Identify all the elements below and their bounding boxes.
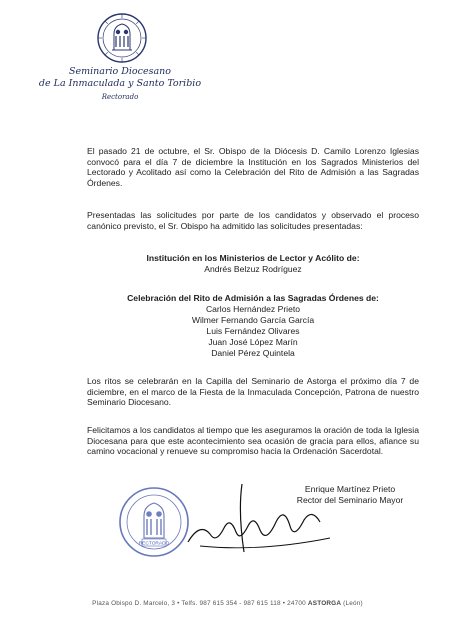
seminary-seal-icon <box>96 12 148 64</box>
list-item: Luis Fernández Olivares <box>206 326 300 336</box>
list-item: Carlos Hernández Prieto <box>205 304 301 314</box>
footer-region: (León) <box>343 600 363 607</box>
letterhead-line1: Seminario Diocesano <box>69 66 171 77</box>
signature-block <box>270 484 430 506</box>
letterhead-line2: de La Inmaculada y Santo Toribio <box>38 78 202 89</box>
candidate-name: Andrés Belzuz Rodríguez <box>204 264 302 274</box>
paragraph-ceremony: Los ritos se celebrarán en la Capilla del Seminario de Astorga el próximo día 7 de diciembre, en el marco de la Fiesta de la Inmaculada Concepción, Patrona de nuestro Seminario Diocesano. <box>87 376 419 408</box>
footer-city: ASTORGA <box>307 600 342 607</box>
paragraph-convocation: El pasado 21 de octubre, el Sr. Obispo de la Diócesis D. Camilo Lorenzo Iglesias convocó para el día 7 de diciembre la Institución en los Sagrados Ministerios del Lectorado y Acolitado así como la Celebración del Rito de Admisión a las Sagradas Órdenes. <box>87 146 419 188</box>
list-item: Juan José López Marín <box>208 337 298 347</box>
stamp-label: RECTORADO <box>138 541 170 547</box>
signer-name: Enrique Martínez Prieto <box>304 484 396 494</box>
heading-lector-acolito: Institución en los Ministerios de Lector y Acólito de: <box>146 253 360 263</box>
letterhead <box>20 66 220 103</box>
paragraph-admission: Presentadas las solicitudes por parte de los candidatos y observado el proceso canónico previsto, el Sr. Obispo ha admitido las solicitudes presentadas: <box>87 210 419 231</box>
letterhead-line3: Rectorado <box>101 93 139 101</box>
list-item: Daniel Pérez Quintela <box>211 348 295 358</box>
footer-address <box>0 600 455 607</box>
paragraph-congratulations: Felicitamos a los candidatos al tiempo que les aseguramos la oración de toda la Iglesia Diocesana para que este acontecimiento sea ocasión de gracia para ellos, afiance su camino vocacional y renueve su compromiso hacia la Ordenación Sacerdotal. <box>87 425 420 457</box>
candidate-list <box>87 304 419 359</box>
footer-street: Plaza Obispo D. Marcelo, 3 • Telfs. 987 615 354 - 987 615 118 • 24700 <box>92 600 306 607</box>
heading-rito-admision: Celebración del Rito de Admisión a las Sagradas Órdenes de: <box>127 293 379 303</box>
list-item: Wilmer Fernando García García <box>191 315 315 325</box>
signer-title: Rector del Seminario Mayor <box>296 495 404 505</box>
